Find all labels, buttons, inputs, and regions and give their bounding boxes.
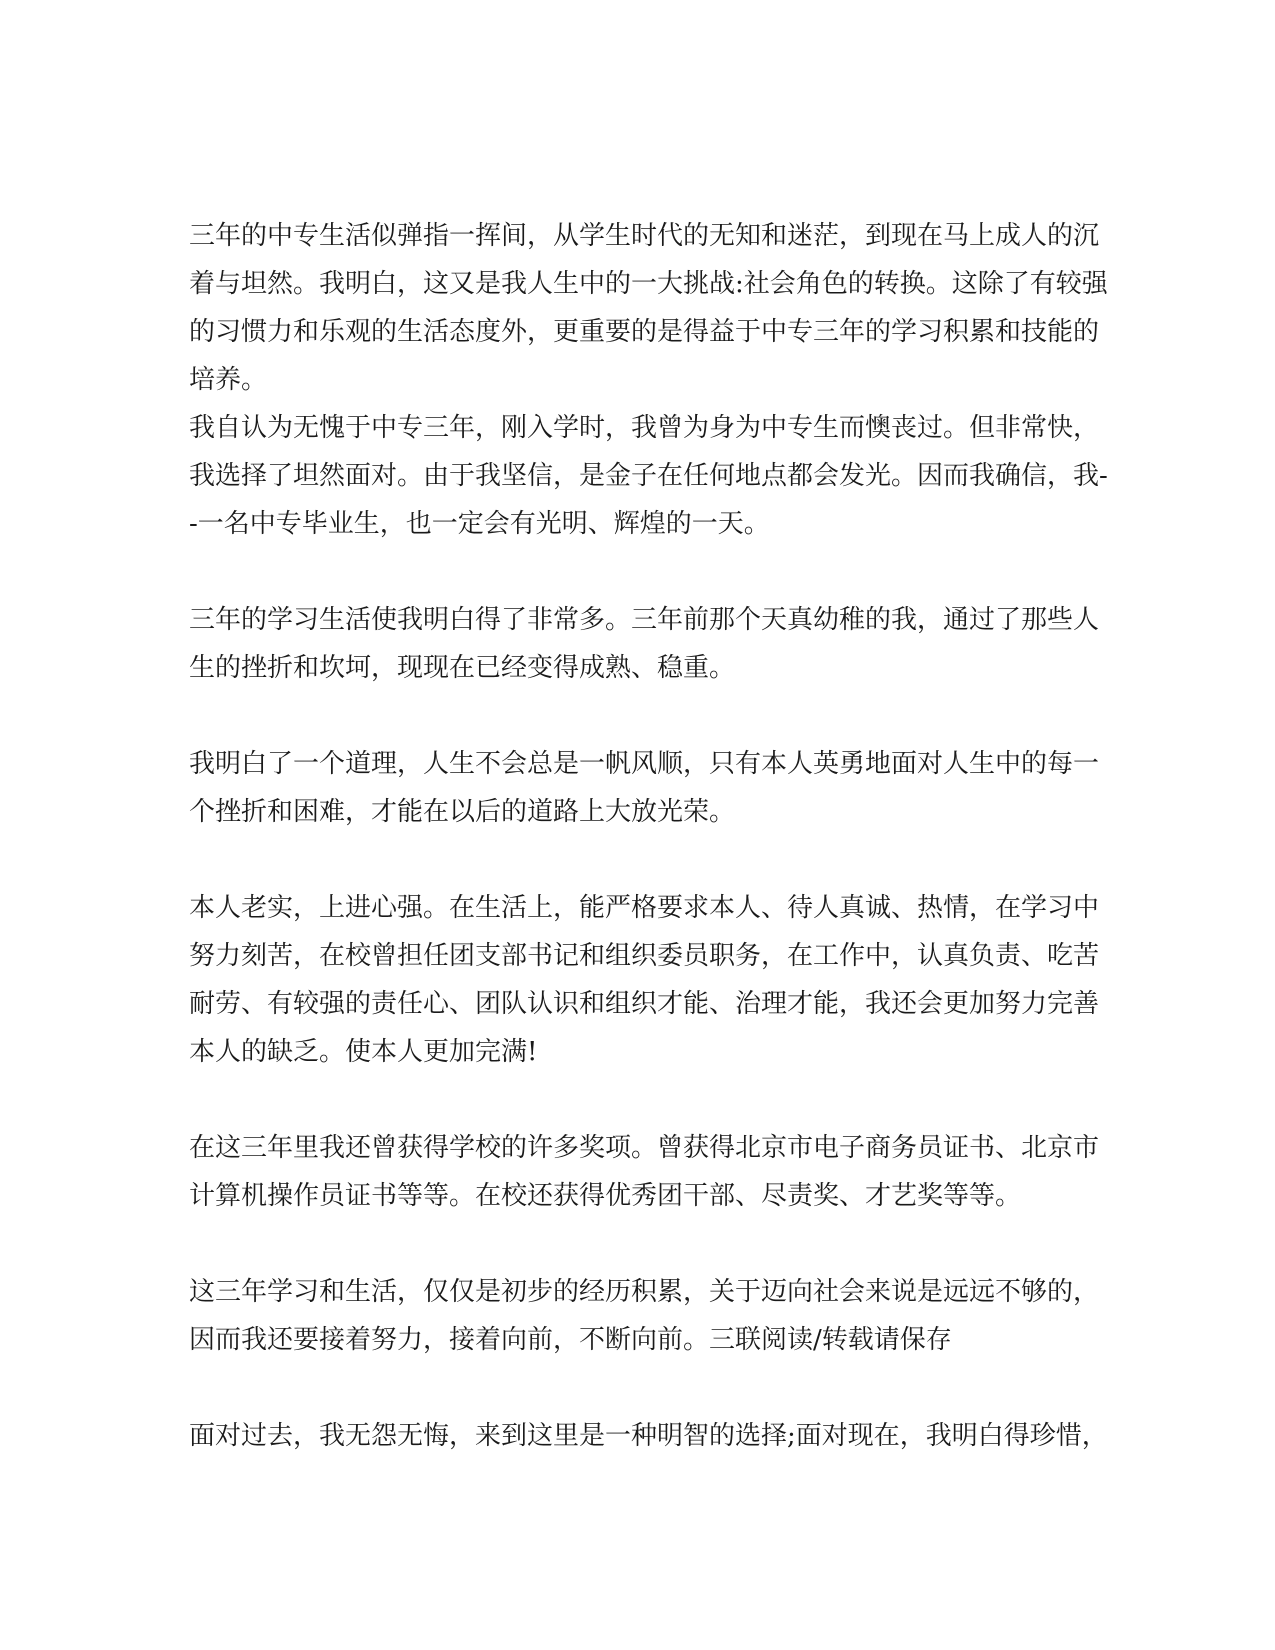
text-line: 个挫折和困难，才能在以后的道路上大放光荣。 [189, 797, 736, 827]
text-line: 的习惯力和乐观的生活态度外，更重要的是得益于中专三年的学习积累和技能的 [189, 317, 1100, 347]
text-line: 本人老实，上进心强。在生活上，能严格要求本人、待人真诚、热情，在学习中 [189, 893, 1100, 923]
text-line: 着与坦然。我明白，这又是我人生中的一大挑战:社会角色的转换。这除了有较强 [189, 269, 1108, 299]
text-line: 计算机操作员证书等等。在校还获得优秀团干部、尽责奖、才艺奖等等。 [189, 1181, 1022, 1211]
paragraph-gap [189, 836, 1069, 884]
text-line: 我自认为无愧于中专三年，刚入学时，我曾为身为中专生而懊丧过。但非常快， [189, 413, 1100, 443]
paragraph [189, 1412, 1108, 1460]
paragraph-gap [189, 692, 1069, 740]
paragraph [189, 1268, 1100, 1364]
text-line: 我明白了一个道理，人生不会总是一帆风顺，只有本人英勇地面对人生中的每一 [189, 749, 1100, 779]
paragraph-gap [189, 1364, 1069, 1412]
text-line: 三年的学习生活使我明白得了非常多。三年前那个天真幼稚的我，通过了那些人 [189, 605, 1100, 635]
text-line: 本人的缺乏。使本人更加完满! [189, 1037, 538, 1067]
paragraph [189, 1124, 1100, 1220]
text-line: -一名中专毕业生，也一定会有光明、辉煌的一天。 [189, 509, 770, 539]
text-line: 生的挫折和坎坷，现现在已经变得成熟、稳重。 [189, 653, 736, 683]
text-line: 在这三年里我还曾获得学校的许多奖项。曾获得北京市电子商务员证书、北京市 [189, 1133, 1100, 1163]
document-body [189, 212, 1108, 1460]
text-line: 因而我还要接着努力，接着向前，不断向前。三联阅读/转载请保存 [189, 1325, 952, 1355]
text-line: 三年的中专生活似弹指一挥间，从学生时代的无知和迷茫，到现在马上成人的沉 [189, 221, 1100, 251]
text-line: 面对过去，我无怨无悔，来到这里是一种明智的选择;面对现在，我明白得珍惜， [189, 1421, 1108, 1451]
paragraph-gap [189, 548, 1069, 596]
text-line: 培养。 [189, 365, 268, 395]
text-line: 这三年学习和生活，仅仅是初步的经历积累，关于迈向社会来说是远远不够的， [189, 1277, 1100, 1307]
paragraph [189, 404, 1108, 548]
paragraph-gap [189, 1076, 1069, 1124]
text-line: 耐劳、有较强的责任心、团队认识和组织才能、治理才能，我还会更加努力完善 [189, 989, 1100, 1019]
paragraph [189, 740, 1100, 836]
paragraph-gap [189, 1220, 1069, 1268]
text-line: 我选择了坦然面对。由于我坚信，是金子在任何地点都会发光。因而我确信，我- [189, 461, 1108, 491]
paragraph [189, 212, 1108, 404]
paragraph [189, 596, 1100, 692]
paragraph [189, 884, 1100, 1076]
text-line: 努力刻苦，在校曾担任团支部书记和组织委员职务，在工作中，认真负责、吃苦 [189, 941, 1100, 971]
